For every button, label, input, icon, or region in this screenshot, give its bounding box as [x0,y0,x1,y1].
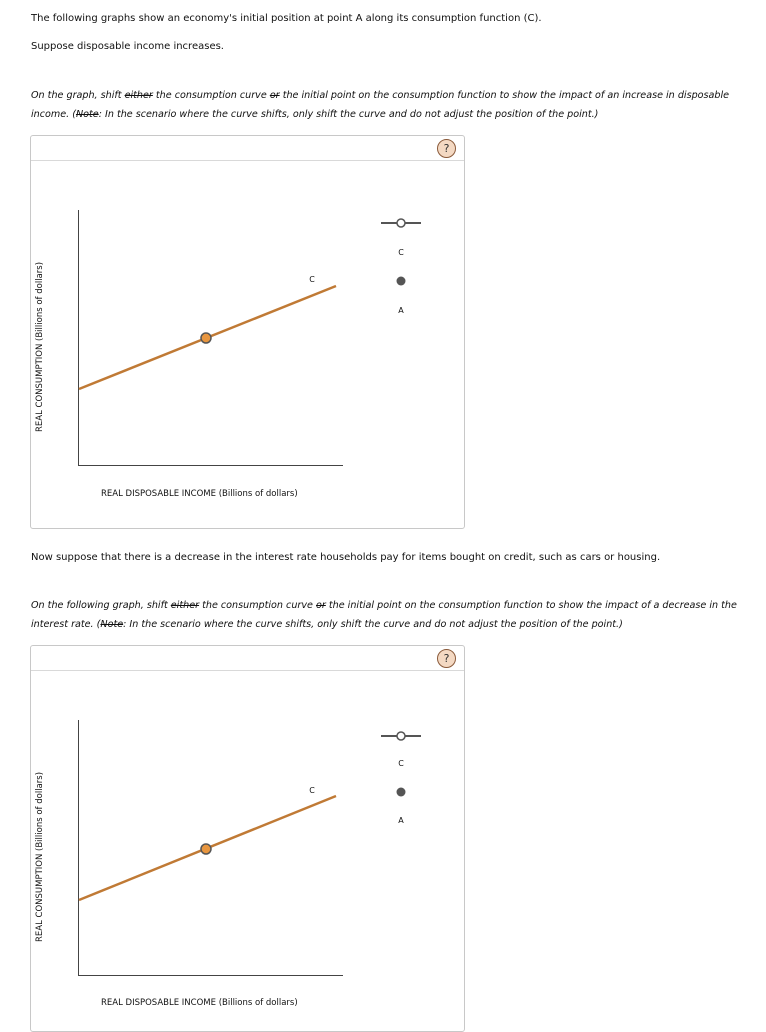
instruction-1-line-2: income. (Note: In the scenario where the curve shifts, only shift the curve and do not adjust the position of the point.) [31,109,599,120]
help-button[interactable]: ? [437,649,456,668]
point-tool-label: A [398,816,404,825]
note-word: Note [75,109,99,120]
either-word: either [170,600,200,611]
or-word: or [316,600,326,611]
y-axis-label: REAL CONSUMPTION (Billions of dollars) [35,261,45,432]
y-axis-label: REAL CONSUMPTION (Billions of dollars) [35,771,45,942]
curve-label: C [309,786,315,795]
second-line-1: Now suppose that there is a decrease in the interest rate households pay for items bought on credit, such as cars or housing. [31,552,661,563]
curve-tool-label: C [398,759,404,768]
instruction-1-line-1: On the graph, shift either the consumption curve or the initial point on the consumption function to show the impact of an increase in disposable [31,90,730,101]
curve-tool-handle[interactable] [397,732,405,740]
either-word: either [124,90,153,101]
note-word: Note [100,619,124,630]
curve-tool-label: C [398,248,404,257]
point-tool[interactable] [397,788,406,797]
x-axis-label: REAL DISPOSABLE INCOME (Billions of dollars) [101,489,298,499]
point-tool-label: A [398,306,404,315]
intro-line-1: The following graphs show an economy's initial position at point A along its consumption function (C). [31,13,542,24]
curve-label: C [309,275,315,284]
point-a[interactable] [201,844,211,854]
curve-tool[interactable] [381,732,421,740]
instruction-2-line-2: interest rate. (Note: In the scenario where the curve shifts, only shift the curve and do not adjust the position of the point.) [31,619,623,630]
x-axis-label: REAL DISPOSABLE INCOME (Billions of dollars) [101,998,298,1008]
intro-line-2: Suppose disposable income increases. [31,41,224,52]
help-button[interactable]: ? [437,139,456,158]
or-word: or [269,90,280,101]
instruction-2-line-1: On the following graph, shift either the consumption curve or the initial point on the consumption function to show the impact of a decrease in the [31,600,737,611]
